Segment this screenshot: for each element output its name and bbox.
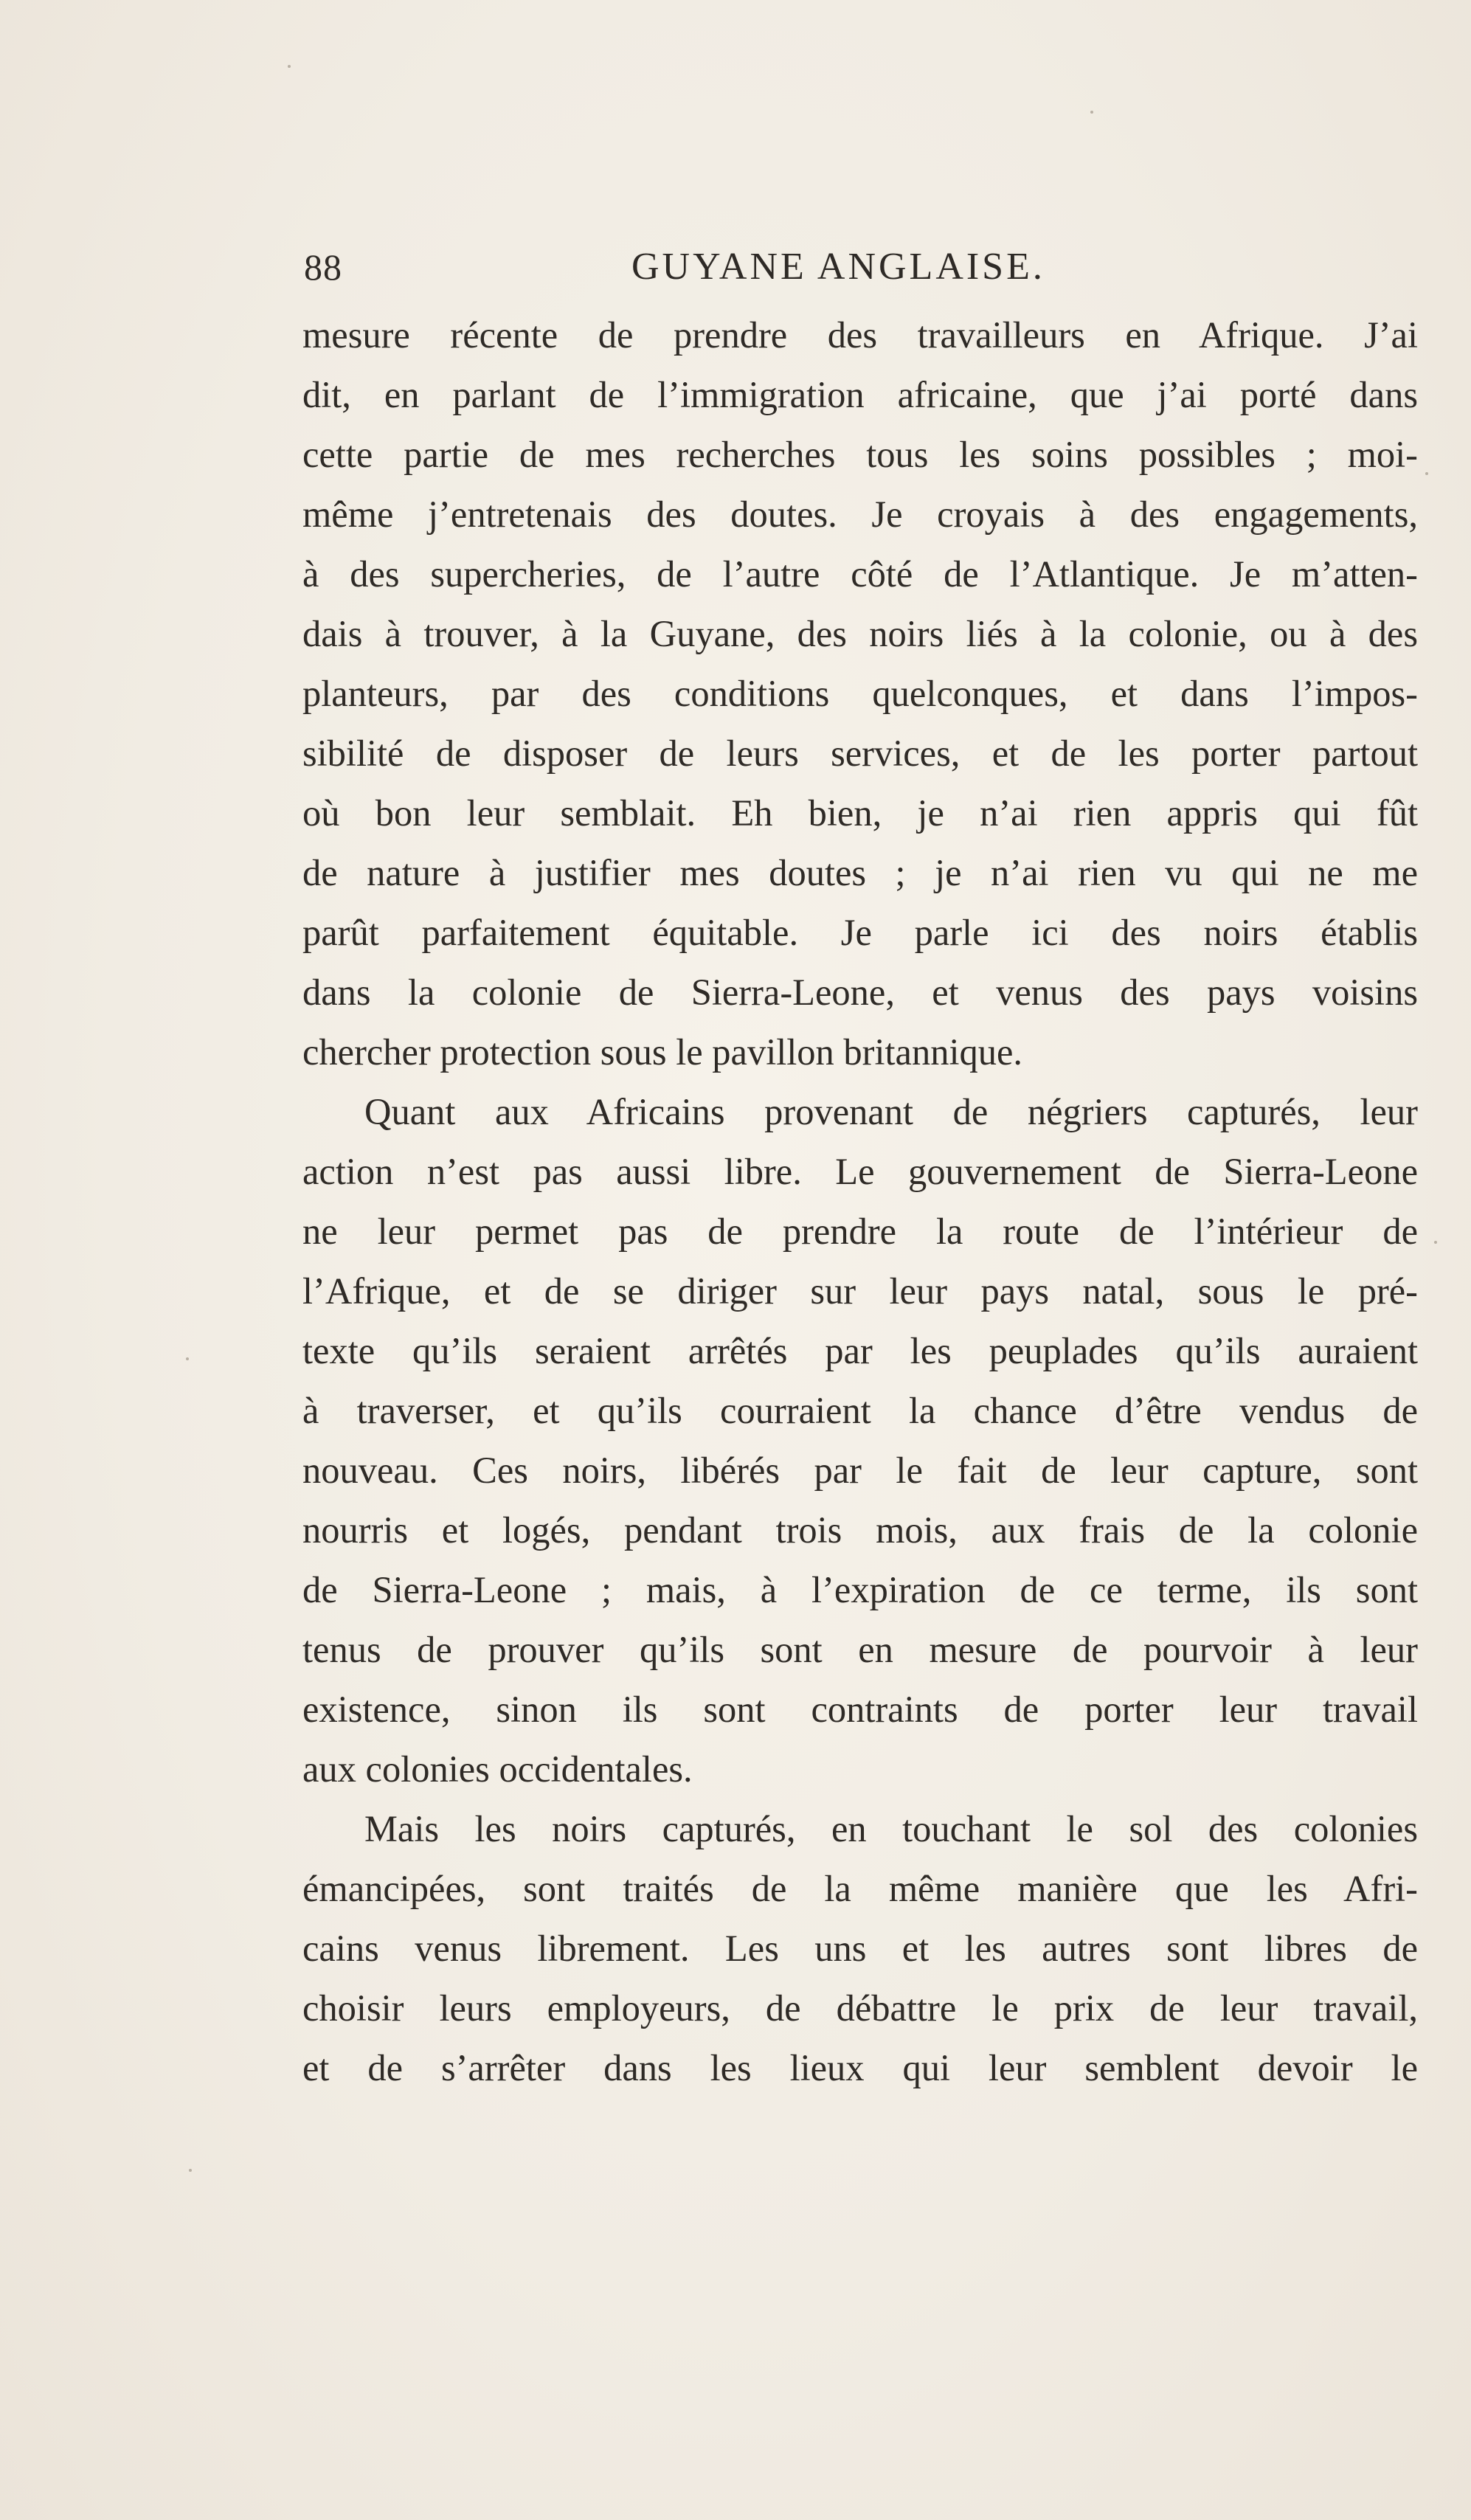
paper-speck: [1090, 111, 1093, 114]
running-head: [304, 238, 1418, 297]
paper-speck: [288, 65, 291, 68]
text-line: aux colonies occidentales.: [302, 1748, 693, 1790]
text-line: parût parfaitement équitable. Je parle ici des noirs établis: [302, 912, 1418, 953]
text-line: de Sierra-Leone ; mais, à l’expiration de ce terme, ils sont: [302, 1569, 1418, 1610]
text-line: mesure récente de prendre des travailleurs en Afrique. J’ai: [302, 314, 1418, 356]
text-line: tenus de prouver qu’ils sont en mesure de pourvoir à leur: [302, 1629, 1418, 1670]
text-line: nourris et logés, pendant trois mois, aux frais de la colonie: [302, 1509, 1418, 1551]
text-line: cette partie de mes recherches tous les soins possibles ; moi-: [302, 434, 1418, 475]
text-line: chercher protection sous le pavillon britannique.: [302, 1031, 1023, 1073]
text-line: texte qu’ils seraient arrêtés par les peuplades qu’ils auraient: [302, 1330, 1418, 1371]
text-line: émancipées, sont traités de la même manière que les Afri-: [302, 1868, 1418, 1909]
running-title: GUYANE ANGLAISE.: [631, 246, 1045, 288]
paper-speck: [1434, 1241, 1437, 1244]
paper-speck: [189, 2169, 192, 2172]
text-line: sibilité de disposer de leurs services, et de les porter partout: [302, 733, 1418, 774]
paper-speck: [186, 1357, 189, 1360]
text-line: et de s’arrêter dans les lieux qui leur semblent devoir le: [302, 2047, 1418, 2088]
text-line: Mais les noirs capturés, en touchant le sol des colonies: [364, 1808, 1418, 1849]
text-line: à des supercheries, de l’autre côté de l’Atlantique. Je m’atten-: [302, 553, 1418, 595]
page-number: 88: [304, 246, 342, 288]
body-text: [302, 305, 1418, 2098]
text-line: dans la colonie de Sierra-Leone, et venus des pays voisins: [302, 972, 1418, 1013]
text-line: à traverser, et qu’ils courraient la chance d’être vendus de: [302, 1390, 1418, 1431]
paper-speck: [1425, 472, 1428, 475]
text-line: nouveau. Ces noirs, libérés par le fait de leur capture, sont: [302, 1450, 1418, 1491]
text-line: action n’est pas aussi libre. Le gouvernement de Sierra-Leone: [302, 1151, 1418, 1192]
text-line: ne leur permet pas de prendre la route de l’intérieur de: [302, 1211, 1418, 1252]
text-line: choisir leurs employeurs, de débattre le prix de leur travail,: [302, 1987, 1418, 2029]
text-line: planteurs, par des conditions quelconques, et dans l’impos-: [302, 673, 1418, 714]
text-line: même j’entretenais des doutes. Je croyais à des engagements,: [302, 494, 1418, 535]
text-line: de nature à justifier mes doutes ; je n’ai rien vu qui ne me: [302, 852, 1418, 893]
text-line: cains venus librement. Les uns et les autres sont libres de: [302, 1928, 1418, 1969]
text-line: existence, sinon ils sont contraints de porter leur travail: [302, 1689, 1418, 1730]
text-line: Quant aux Africains provenant de négriers capturés, leur: [364, 1091, 1418, 1132]
text-line: l’Afrique, et de se diriger sur leur pays natal, sous le pré-: [302, 1270, 1418, 1312]
text-line: dit, en parlant de l’immigration africaine, que j’ai porté dans: [302, 374, 1418, 415]
text-line: dais à trouver, à la Guyane, des noirs liés à la colonie, ou à des: [302, 613, 1418, 654]
text-line: où bon leur semblait. Eh bien, je n’ai rien appris qui fût: [302, 792, 1418, 834]
